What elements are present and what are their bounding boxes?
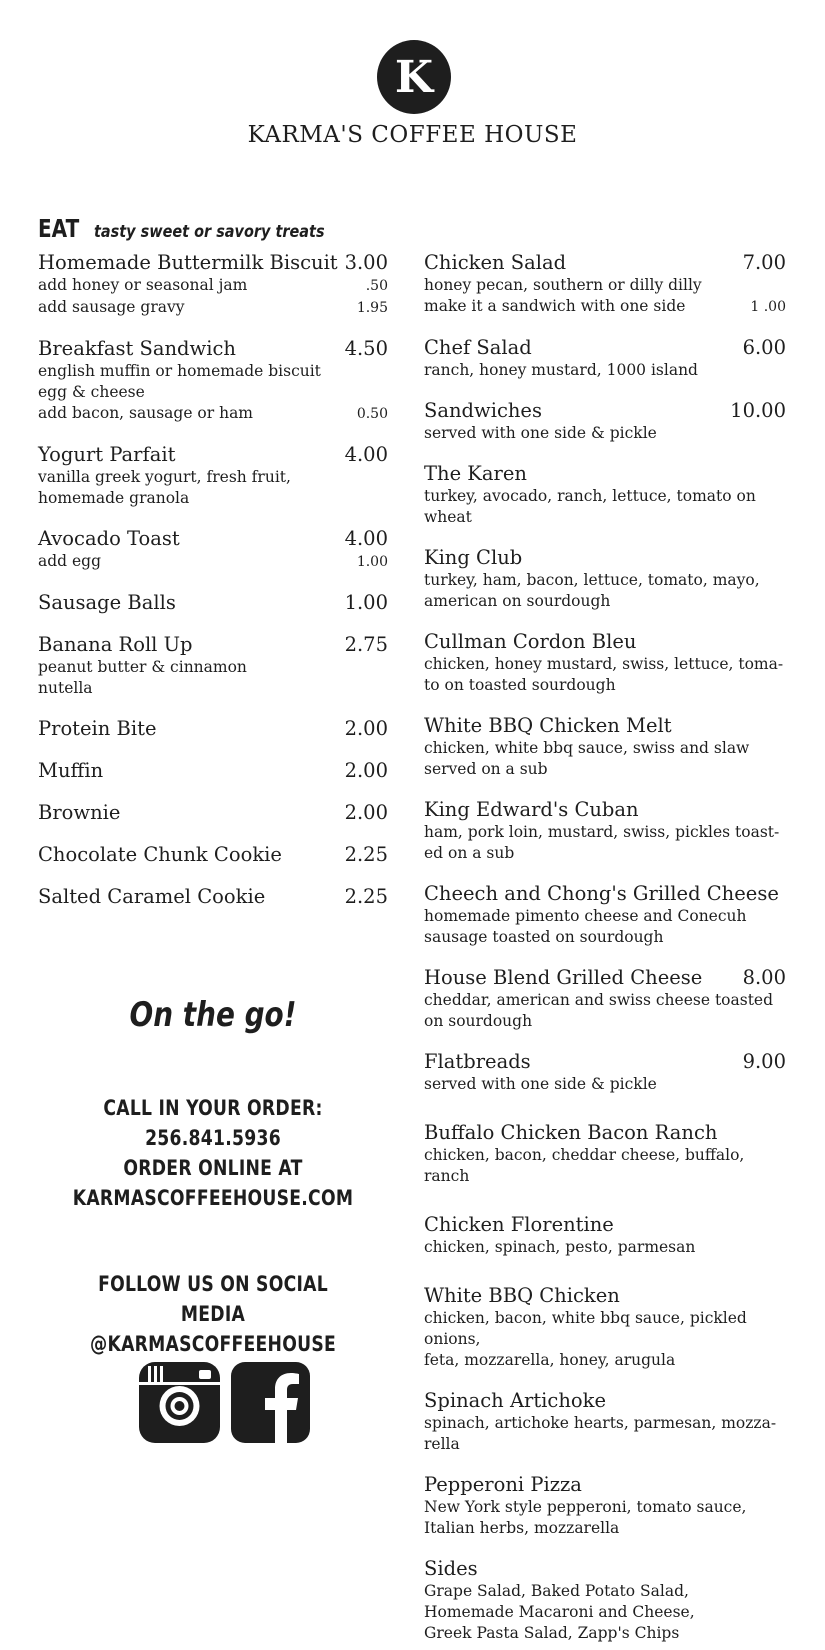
eat-tagline: tasty sweet or savory treats xyxy=(93,222,325,242)
menu-item-row xyxy=(424,629,786,654)
menu-item-price: 2.25 xyxy=(344,843,388,866)
menu-item xyxy=(424,1049,786,1095)
menu-item-name: King Edward's Cuban xyxy=(424,798,639,821)
menu-item xyxy=(38,336,388,425)
menu-item xyxy=(38,590,388,615)
menu-item-row xyxy=(424,881,786,906)
menu-item-name: Pepperoni Pizza xyxy=(424,1473,582,1496)
menu-item-row xyxy=(38,250,388,275)
menu-item-row xyxy=(38,526,388,551)
menu-item xyxy=(38,842,388,867)
menu-item-detail-row xyxy=(424,1308,786,1350)
menu-item xyxy=(424,250,786,318)
menu-item-row xyxy=(424,1120,786,1145)
menu-item-name: Salted Caramel Cookie xyxy=(38,885,266,908)
menu-item-detail-row xyxy=(424,570,786,591)
menu-item-description: vanilla greek yogurt, fresh fruit, xyxy=(38,468,291,486)
menu-item-row xyxy=(38,590,388,615)
menu-item-description: chicken, white bbq sauce, swiss and slaw xyxy=(424,739,750,757)
menu-item-row xyxy=(38,716,388,741)
menu-item xyxy=(424,1388,786,1455)
menu-item-detail-row xyxy=(38,657,388,678)
menu-item-description: american on sourdough xyxy=(424,592,611,610)
menu-item-price: 4.00 xyxy=(344,527,388,550)
menu-item-description: homemade pimento cheese and Conecuh xyxy=(424,907,747,925)
menu-item-detail-row xyxy=(424,759,786,780)
menu-item xyxy=(424,461,786,528)
menu-item-row xyxy=(424,250,786,275)
menu-item xyxy=(38,716,388,741)
menu-item-detail-row xyxy=(424,423,786,444)
menu-item-row xyxy=(424,461,786,486)
menu-item-name: White BBQ Chicken Melt xyxy=(424,714,672,737)
menu-item xyxy=(424,881,786,948)
menu-item-description: spinach, artichoke hearts, parmesan, mozza- xyxy=(424,1414,777,1432)
menu-item-description: rella xyxy=(424,1435,460,1453)
menu-item-row xyxy=(424,1556,786,1581)
menu-item-description: ed on a sub xyxy=(424,844,515,862)
addon-price: 1.95 xyxy=(356,300,388,316)
menu-item-price: 1.00 xyxy=(344,591,388,614)
menu-item xyxy=(424,965,786,1032)
menu-item-description: homemade granola xyxy=(38,489,190,507)
menu-item-description: served on a sub xyxy=(424,760,548,778)
menu-item-description: add bacon, sausage or ham xyxy=(38,404,254,422)
menu-item-description: served with one side & pickle xyxy=(424,1075,657,1093)
menu-item-detail-row xyxy=(424,990,786,1011)
order-online-label: ORDER ONLINE AT xyxy=(123,1156,303,1180)
menu-item-detail-row xyxy=(424,927,786,948)
menu-item-price: 2.00 xyxy=(344,801,388,824)
phone-number[interactable]: 256.841.5936 xyxy=(145,1126,281,1150)
eat-title: EAT xyxy=(38,214,80,243)
menu-item-row xyxy=(424,1049,786,1074)
menu-item-detail-row xyxy=(424,822,786,843)
on-the-go-title: On the go! xyxy=(129,995,297,1035)
menu-item-row xyxy=(424,398,786,423)
menu-item-price: 4.50 xyxy=(344,337,388,360)
menu-item-row xyxy=(424,1388,786,1413)
menu-item xyxy=(424,629,786,696)
menu-item xyxy=(424,797,786,864)
menu-item-name: Chocolate Chunk Cookie xyxy=(38,843,282,866)
menu-item-row xyxy=(38,842,388,867)
eat-heading xyxy=(38,214,365,243)
menu-item-price: 4.00 xyxy=(344,443,388,466)
menu-item-description: turkey, ham, bacon, lettuce, tomato, mayo, xyxy=(424,571,760,589)
menu-item xyxy=(424,545,786,612)
menu-item-row xyxy=(424,1472,786,1497)
menu-item-description: served with one side & pickle xyxy=(424,424,657,442)
menu-item-name: Sandwiches xyxy=(424,399,542,422)
menu-item-row xyxy=(424,797,786,822)
menu-item xyxy=(424,335,786,381)
menu-item xyxy=(38,884,388,909)
menu-item xyxy=(424,1283,786,1371)
addon-price: 1.00 xyxy=(356,554,388,570)
menu-item-name: Banana Roll Up xyxy=(38,633,193,656)
menu-item xyxy=(424,1556,786,1644)
menu-item-description: Italian herbs, mozzarella xyxy=(424,1519,620,1537)
menu-item-detail-row xyxy=(424,1581,786,1602)
menu-item-detail-row xyxy=(424,1145,786,1187)
menu-item-name: Chef Salad xyxy=(424,336,532,359)
menu-item-description: Greek Pasta Salad, Zapp's Chips xyxy=(424,1624,680,1642)
menu-item-name: White BBQ Chicken xyxy=(424,1284,620,1307)
menu-item-detail-row xyxy=(424,906,786,927)
menu-item xyxy=(38,632,388,699)
menu-item xyxy=(38,800,388,825)
menu-item-row xyxy=(424,545,786,570)
menu-item xyxy=(38,250,388,319)
menu-item-description: Homemade Macaroni and Cheese, xyxy=(424,1603,695,1621)
menu-item-price: 7.00 xyxy=(742,251,786,274)
menu-item-name: The Karen xyxy=(424,462,527,485)
menu-item-detail-row xyxy=(424,1623,786,1644)
menu-item-detail-row xyxy=(424,1237,786,1258)
menu-item-detail-row xyxy=(424,1413,786,1434)
menu-item xyxy=(424,1472,786,1539)
menu-item-row xyxy=(424,335,786,360)
menu-item xyxy=(424,1120,786,1187)
menu-item-price: 6.00 xyxy=(742,336,786,359)
menu-item-detail-row xyxy=(38,403,388,425)
menu-item-name: Chicken Salad xyxy=(424,251,567,274)
menu-item-description: peanut butter & cinnamon xyxy=(38,658,247,676)
menu-item-name: Breakfast Sandwich xyxy=(38,337,236,360)
menu-item-detail-row xyxy=(424,738,786,759)
menu-item-detail-row xyxy=(38,551,388,573)
addon-price: 1 .00 xyxy=(750,299,786,315)
menu-item-detail-row xyxy=(424,654,786,675)
menu-item-description: chicken, bacon, cheddar cheese, buffalo, ranch xyxy=(424,1146,745,1185)
menu-item-row xyxy=(424,1212,786,1237)
menu-item-name: House Blend Grilled Cheese xyxy=(424,966,703,989)
menu-item-name: Cullman Cordon Bleu xyxy=(424,630,637,653)
menu-item-description: chicken, bacon, white bbq sauce, pickled onions, xyxy=(424,1309,747,1348)
menu-item-description: wheat xyxy=(424,508,472,526)
website-link[interactable]: KARMASCOFFEEHOUSE.COM xyxy=(72,1186,354,1210)
menu-item-description: feta, mozzarella, honey, arugula xyxy=(424,1351,676,1369)
menu-item-detail-row xyxy=(424,275,786,296)
menu-item-detail-row xyxy=(424,1074,786,1095)
menu-item xyxy=(38,442,388,509)
menu-item-detail-row xyxy=(38,467,388,488)
right-menu-column xyxy=(424,250,786,1644)
menu-item-row xyxy=(38,632,388,657)
call-label: CALL IN YOUR ORDER: xyxy=(103,1096,323,1120)
menu-item-name: Spinach Artichoke xyxy=(424,1389,606,1412)
menu-item-description: add sausage gravy xyxy=(38,298,185,316)
menu-item-row xyxy=(424,1283,786,1308)
menu-item-description: honey pecan, southern or dilly dilly xyxy=(424,276,702,294)
menu-item-price: 2.00 xyxy=(344,717,388,740)
menu-item-name: Buffalo Chicken Bacon Ranch xyxy=(424,1121,718,1144)
menu-item-name: King Club xyxy=(424,546,523,569)
menu-item-description: nutella xyxy=(38,679,93,697)
social-icons xyxy=(139,1362,310,1443)
brand-name: KARMA'S COFFEE HOUSE xyxy=(247,122,578,148)
menu-item-name: Yogurt Parfait xyxy=(38,443,176,466)
menu-item-price: 2.75 xyxy=(344,633,388,656)
menu-item-name: Homemade Buttermilk Biscuit xyxy=(38,251,338,274)
menu-item-detail-row xyxy=(424,1497,786,1518)
facebook-icon[interactable] xyxy=(231,1362,310,1443)
menu-item-row xyxy=(38,336,388,361)
addon-price: .50 xyxy=(365,278,388,294)
menu-item-price: 8.00 xyxy=(742,966,786,989)
menu-item xyxy=(424,1212,786,1258)
menu-item-description: ham, pork loin, mustard, swiss, pickles toast- xyxy=(424,823,780,841)
menu-item-detail-row xyxy=(38,678,388,699)
menu-item-detail-row xyxy=(424,507,786,528)
menu-item-name: Muffin xyxy=(38,759,104,782)
menu-item xyxy=(38,526,388,573)
menu-item-detail-row xyxy=(38,297,388,319)
menu-item-detail-row xyxy=(424,296,786,318)
menu-item-row xyxy=(424,965,786,990)
menu-item-description: make it a sandwich with one side xyxy=(424,297,686,315)
menu-item-description: Grape Salad, Baked Potato Salad, xyxy=(424,1582,689,1600)
menu-item-name: Sides xyxy=(424,1557,478,1580)
menu-item-name: Sausage Balls xyxy=(38,591,176,614)
menu-item-description: egg & cheese xyxy=(38,383,145,401)
menu-item-row xyxy=(38,758,388,783)
menu-item-name: Brownie xyxy=(38,801,121,824)
menu-item-name: Avocado Toast xyxy=(38,527,180,550)
menu-item-row xyxy=(38,884,388,909)
menu-item-detail-row xyxy=(424,1602,786,1623)
menu-item-description: chicken, spinach, pesto, parmesan xyxy=(424,1238,696,1256)
menu-item-detail-row xyxy=(424,1518,786,1539)
menu-item-name: Protein Bite xyxy=(38,717,157,740)
menu-item-row xyxy=(424,713,786,738)
menu-item-description: on sourdough xyxy=(424,1012,533,1030)
menu-item xyxy=(38,758,388,783)
social-handle[interactable]: @KARMASCOFFEEHOUSE xyxy=(90,1332,336,1356)
menu-item-description: english muffin or homemade biscuit xyxy=(38,362,321,380)
menu-item-detail-row xyxy=(424,1350,786,1371)
menu-item xyxy=(424,713,786,780)
menu-item-detail-row xyxy=(424,591,786,612)
menu-item-detail-row xyxy=(38,488,388,509)
menu-item-row xyxy=(38,442,388,467)
menu-item-description: ranch, honey mustard, 1000 island xyxy=(424,361,698,379)
menu-item-price: 2.00 xyxy=(344,759,388,782)
menu-item-detail-row xyxy=(38,361,388,382)
menu-item-description: turkey, avocado, ranch, lettuce, tomato on xyxy=(424,487,756,505)
menu-item-detail-row xyxy=(38,275,388,297)
menu-item-row xyxy=(38,800,388,825)
menu-item-price: 10.00 xyxy=(730,399,786,422)
instagram-icon[interactable] xyxy=(139,1362,220,1443)
menu-item xyxy=(424,398,786,444)
menu-item-price: 2.25 xyxy=(344,885,388,908)
menu-item-detail-row xyxy=(424,486,786,507)
menu-item-name: Cheech and Chong's Grilled Cheese xyxy=(424,882,779,905)
logo-letter: K xyxy=(394,51,434,103)
menu-item-detail-row xyxy=(424,1434,786,1455)
logo xyxy=(377,40,451,114)
menu-item-price: 9.00 xyxy=(742,1050,786,1073)
menu-item-detail-row xyxy=(38,382,388,403)
menu-item-description: add egg xyxy=(38,552,102,570)
menu-item-detail-row xyxy=(424,1011,786,1032)
menu-item-detail-row xyxy=(424,675,786,696)
social-info xyxy=(38,1269,388,1359)
menu-item-description: chicken, honey mustard, swiss, lettuce, toma- xyxy=(424,655,784,673)
menu-item-description: cheddar, american and swiss cheese toasted xyxy=(424,991,774,1009)
menu-item-description: New York style pepperoni, tomato sauce, xyxy=(424,1498,747,1516)
addon-price: 0.50 xyxy=(356,406,388,422)
follow-label: FOLLOW US ON SOCIAL MEDIA xyxy=(98,1272,328,1326)
menu-item-name: Chicken Florentine xyxy=(424,1213,614,1236)
menu-item-description: add honey or seasonal jam xyxy=(38,276,248,294)
menu-item-detail-row xyxy=(424,843,786,864)
menu-item-price: 3.00 xyxy=(344,251,388,274)
order-info xyxy=(38,1093,388,1213)
left-menu-column xyxy=(38,250,388,909)
menu-item-name: Flatbreads xyxy=(424,1050,531,1073)
menu-item-description: sausage toasted on sourdough xyxy=(424,928,664,946)
menu-item-detail-row xyxy=(424,360,786,381)
menu-item-description: to on toasted sourdough xyxy=(424,676,616,694)
